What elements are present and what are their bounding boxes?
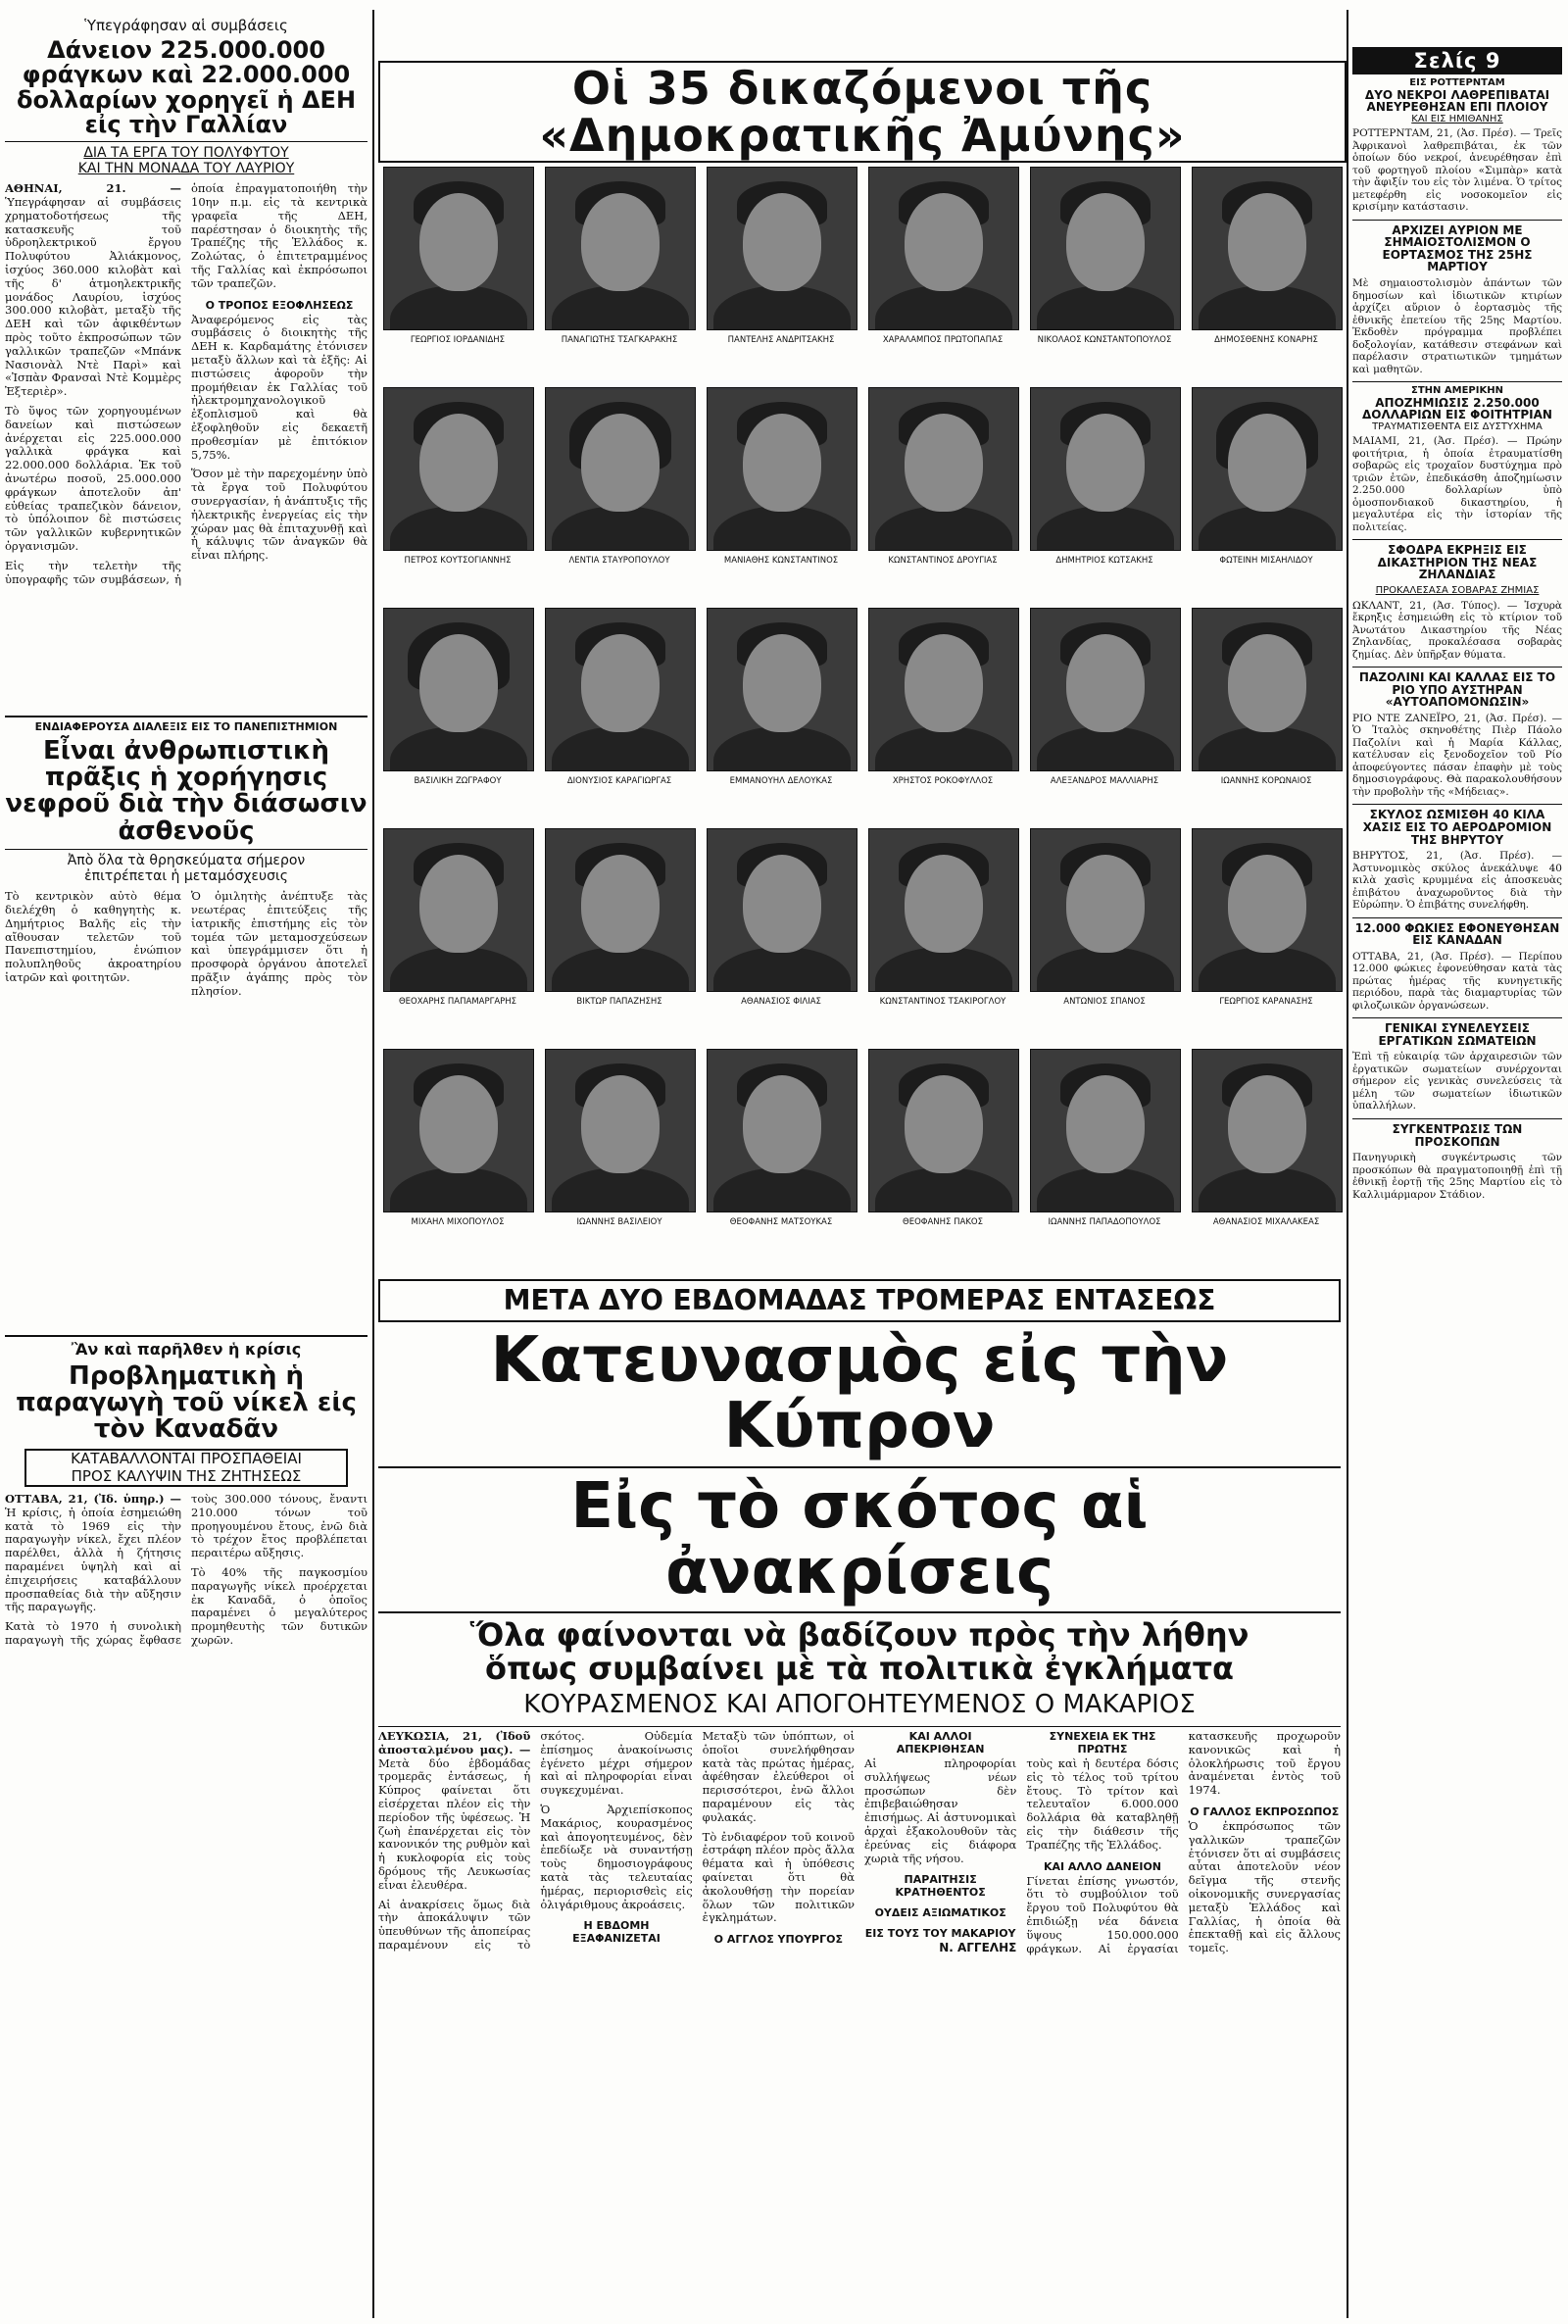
defendant-caption: ΑΝΤΩΝΙΟΣ ΣΠΑΝΟΣ xyxy=(1063,997,1146,1007)
photo-shoulders xyxy=(1199,947,1336,992)
defendant-caption: ΚΩΝΣΤΑΝΤΙΝΟΣ ΔΡΟΥΓΙΑΣ xyxy=(888,556,998,566)
article2-subhead-2: ἐπιτρέπεται ἡ μεταμόσχευσις xyxy=(84,868,288,885)
photo-shoulders xyxy=(552,506,689,551)
photo-shoulders xyxy=(1037,506,1174,551)
defendant-photo xyxy=(1192,167,1343,330)
body-paragraph: Μὲ σημαιοστολισμὸν ἀπάντων τῶν δημοσίων καὶ ἰδιωτικῶν κτιρίων ἀρχίζει αὔριον ὁ ἑορτασμὸς τῆς ἐθνικῆς ἐπετείου τῆς 25ης Μαρτίου. Ἐκδοθὲν πρόγραμμα προβλέπει δοξολογίαν, κατάθεσιν στεφάνων καὶ παρέλασιν στρατιωτικῶν τμημάτων καὶ μαθητῶν. xyxy=(1352,277,1562,375)
section-title: ΚΑΙ ΑΛΛΟΙ ΑΠΕΚΡΙΘΗΣΑΝ xyxy=(896,1730,985,1756)
body-paragraph: Εἰς τὴν τελετὴν τῆς ὑπογραφῆς τῶν συμβάσεων, ἡ ὁποία ἐπραγματοποιήθη τὴν 10ην π.μ. εἰς τὰ κεντρικὰ γραφεῖα τῆς ΔΕΗ, παρέστησαν ὁ διοικητὴς τῆς Τραπέζης τῆς Ἑλλάδος κ. Ζολώτας, ὁ ἐπιτετραμμένος τῆς Γαλλίας καὶ ἐκπρόσωποι τῶν τραπεζῶν. xyxy=(5,181,368,586)
defendant-photo xyxy=(545,167,696,330)
photo-face xyxy=(1066,414,1145,512)
article-subhead-1: ΔΙΑ ΤΑ ΕΡΓΑ ΤΟΥ ΠΟΛΥΦΥΤΟΥ xyxy=(83,145,289,161)
photo-face xyxy=(1066,1075,1145,1173)
photo-face xyxy=(905,855,983,953)
body-paragraph: ΒΗΡΥΤΟΣ, 21, (Ἀσ. Πρέσ). — Ἀστυνομικὸς σκύλος ἀνεκάλυψε 40 κιλὰ χασὶς κρυμμένα εἰς ἀποσκευὰς ἐπιβάτου ἀναχωροῦντος διὰ τὴν Εὐρώπην. Ὁ ἐπιβάτης συνελήφθη. xyxy=(1352,850,1562,912)
body-paragraph: Ὅσον μὲ τὴν παρεχομένην ὑπὸ τὰ ἔργα τοῦ Πολυφύτου συνεργασίαν, ἡ ἀνάπτυξις τῆς ἠλεκτρικῆς ἐνεργείας εἰς τὴν χώραν μας θὰ ἐπιταχυνθῇ καὶ ἡ κάλυψις τῶν ἀναγκῶν θὰ εἶναι πλήρης. xyxy=(191,467,368,563)
body-paragraph: Αἱ πληροφορίαι συλλήψεως νέων προσώπων δὲν ἐπιβεβαιώθησαν ἐπισήμως. Αἱ ἀστυνομικαὶ ἀρχαὶ ἐξακολουθοῦν τὰς ἐρεύνας εἰς διάφορα χωριὰ τῆς νήσου. xyxy=(863,1756,1017,1865)
defendant-photo xyxy=(707,608,858,771)
article-subhead-2: ΚΑΙ ΤΗΝ ΜΟΝΑΔΑ ΤΟΥ ΛΑΥΡΙΟΥ xyxy=(77,161,295,177)
brief-headline: ΑΠΟΖΗΜΙΩΣΙΣ 2.250.000 ΔΟΛΛΑΡΙΩΝ ΕΙΣ ΦΟΙΤΗΤΡΙΑΝ xyxy=(1362,395,1552,422)
article2-subhead-1: Ἀπὸ ὅλα τὰ θρησκεύματα σήμερον xyxy=(67,853,306,869)
photo-face xyxy=(743,855,821,953)
photo-shoulders xyxy=(875,947,1012,992)
section-title: Η ΕΒΔΟΜΗ ΕΞΑΦΑΝΙΖΕΤΑΙ xyxy=(572,1919,661,1946)
photo-face xyxy=(1066,193,1145,291)
body-paragraph: ΜΑΙΑΜΙ, 21, (Ἀσ. Πρέσ). — Πρώην φοιτήτρια, ἡ ὁποία ἐτραυματίσθη σοβαρῶς εἰς τροχαῖον δυστύχημα πρὸ τριῶν ἐτῶν, ἐπεδικάσθη ἀποζημίωσιν 2.250.000 δολλαρίων ὑπὸ ὁμοσπονδιακοῦ δικαστηρίου, ἡ μεγαλυτέρα εἰς τὴν ἱστορίαν τῆς πολιτείας. xyxy=(1352,435,1562,533)
photo-shoulders xyxy=(713,506,851,551)
defendant-photo xyxy=(383,1049,534,1212)
defendant-caption: ΘΕΟΦΑΝΗΣ ΠΑΚΟΣ xyxy=(903,1217,983,1227)
photo-shoulders xyxy=(552,726,689,771)
article3-headline: Προβληματικὴ ἡ παραγωγὴ τοῦ νίκελ εἰς τὸν Καναδᾶν xyxy=(16,1360,357,1445)
photo-face xyxy=(1228,193,1306,291)
cyprus-subhead: Ὅλα φαίνονται νὰ βαδίζουν πρὸς τὴν λήθην ὅπως συμβαίνει μὲ τὰ πολιτικὰ ἐγκλήματα xyxy=(469,1615,1250,1687)
defendant-caption: ΠΕΤΡΟΣ ΚΟΥΤΣΟΓΙΑΝΝΗΣ xyxy=(404,556,512,566)
brief-headline: ΣΥΓΚΕΝΤΡΩΣΙΣ ΤΩΝ ΠΡΟΣΚΟΠΩΝ xyxy=(1392,1121,1523,1149)
photo-shoulders xyxy=(390,947,527,992)
photo-shoulders xyxy=(1199,726,1336,771)
dateline: ΑΘΗΝΑΙ, 21. — xyxy=(5,181,181,196)
page-number-masthead: Σελίς 9 xyxy=(1352,47,1562,74)
defendant-caption: ΙΩΑΝΝΗΣ ΚΟΡΩΝΑΙΟΣ xyxy=(1220,776,1312,786)
brief-headline: ΔΥΟ ΝΕΚΡΟΙ ΛΑΘΡΕΠΙΒΑΤΑΙ ΑΝΕΥΡΕΘΗΣΑΝ ΕΠΙ ΠΛΟΙΟΥ xyxy=(1364,87,1550,115)
defendant-photo xyxy=(545,1049,696,1212)
section-title: ΠΑΡΑΙΤΗΣΙΣ ΚΡΑΤΗΘΕΝΤΟΣ xyxy=(895,1873,986,1900)
brief-headline: ΠΑΖΟΛΙΝΙ ΚΑΙ ΚΑΛΛΑΣ ΕΙΣ ΤΟ ΡΙΟ ΥΠΟ ΑΥΣΤΗΡΑΝ «ΑΥΤΟΑΠΟΜΟΝΩΣΙΝ» xyxy=(1358,670,1556,710)
body-paragraph: Ὁ ἐκπρόσωπος τῶν γαλλικῶν τραπεζῶν ἐτόνισεν ὅτι αἱ συμβάσεις αὗται ἀποτελοῦν νέον δεῖγμα τῆς στενῆς οἰκονομικῆς συνεργασίας μεταξὺ Ἑλλάδος καὶ Γαλλίας, ἡ ὁποία θὰ ἐπεκταθῇ καὶ εἰς ἄλλους τομεῖς. xyxy=(1188,1819,1341,1955)
photo-face xyxy=(1228,634,1306,732)
defendant-caption: ΔΗΜΗΤΡΙΟΣ ΚΩΤΣΑΚΗΣ xyxy=(1055,556,1153,566)
defendant-photo xyxy=(1192,387,1343,551)
photo-face xyxy=(581,414,660,512)
defendants-photo-grid xyxy=(379,167,1342,1269)
body-paragraph: Αἱ ἀνακρίσεις ὅμως διὰ τὴν ἀποκάλυψιν τῶν ὑπευθύνων τῆς ἀποπείρας παραμένουν εἰς τὸ σκότος. Οὐδεμία ἐπίσημος ἀνακοίνωσις ἐγένετο μέχρι σήμερον καὶ αἱ πληροφορίαι εἶναι συγκεχυμέναι. xyxy=(378,1729,693,1952)
dateline: ΟΤΤΑΒΑ, 21, (Ἰδ. ὑπηρ.) — xyxy=(5,1491,181,1506)
section-title: ΚΑΙ ΑΛΛΟ ΔΑΝΕΙΟΝ xyxy=(1043,1859,1162,1873)
photo-face xyxy=(581,1075,660,1173)
cyprus-headline: Κατευνασμὸς εἰς τὴν Κύπρον xyxy=(490,1324,1229,1463)
defendant-caption: ΒΑΣΙΛΙΚΗ ΖΩΓΡΑΦΟΥ xyxy=(414,776,502,786)
photo-face xyxy=(1228,855,1306,953)
photo-shoulders xyxy=(1037,285,1174,330)
left-column xyxy=(5,18,368,2316)
right-column xyxy=(1352,47,1562,2319)
defendant-photo xyxy=(868,608,1019,771)
brief-subhead: ΤΡΑΥΜΑΤΙΣΘΕΝΤΑ ΕΙΣ ΔΥΣΤΥΧΗΜΑ xyxy=(1372,420,1543,432)
defendant-photo xyxy=(383,828,534,992)
trial-headline: Οἱ 35 δικαζόμενοι τῆς «Δημοκρατικῆς Ἀμύνης» xyxy=(539,61,1186,162)
photo-face xyxy=(581,193,660,291)
brief-subhead: ΠΡΟΚΑΛΕΣΑΣΑ ΣΟΒΑΡΑΣ ΖΗΜΙΑΣ xyxy=(1375,585,1540,597)
defendant-photo xyxy=(1192,1049,1343,1212)
photo-face xyxy=(905,414,983,512)
photo-shoulders xyxy=(390,285,527,330)
defendant-photo xyxy=(383,387,534,551)
cyprus-kicker: ΜΕΤΑ ΔΥΟ ΕΒΔΟΜΑΔΑΣ ΤΡΟΜΕΡΑΣ ΕΝΤΑΣΕΩΣ xyxy=(503,1284,1216,1316)
defendant-caption: ΑΘΑΝΑΣΙΟΣ ΦΙΛΙΑΣ xyxy=(741,997,821,1007)
defendant-photo xyxy=(1030,608,1181,771)
photo-face xyxy=(1066,634,1145,732)
brief-headline: ΣΚΥΛΟΣ ΩΣΜΙΣΘΗ 40 ΚΙΛΑ ΧΑΣΙΣ ΕΙΣ ΤΟ ΑΕΡΟΔΡΟΜΙΟΝ ΤΗΣ ΒΗΡΥΤΟΥ xyxy=(1362,808,1552,847)
brief-headline: 12.000 ΦΩΚΙΕΣ ΕΦΟΝΕΥΘΗΣΑΝ ΕΙΣ ΚΑΝΑΔΑΝ xyxy=(1354,920,1560,948)
photo-face xyxy=(1228,1075,1306,1173)
defendant-photo xyxy=(1030,387,1181,551)
photo-face xyxy=(419,634,498,732)
photo-shoulders xyxy=(1037,947,1174,992)
photo-face xyxy=(905,634,983,732)
defendant-caption: ΠΑΝΤΕΛΗΣ ΑΝΔΡΙΤΣΑΚΗΣ xyxy=(727,335,835,345)
body-paragraph: Ὁ Ἀρχιεπίσκοπος Μακάριος, κουρασμένος καὶ ἀπογοητευμένος, δὲν ἐπεδίωξε νὰ συναντήσῃ τοὺς δημοσιογράφους κατὰ τὰς τελευταίας ἡμέρας, περιορισθεὶς εἰς ὀλιγάριθμους ἀκροάσεις. xyxy=(540,1803,693,1911)
body-paragraph: Ἡ κρίσις, ἡ ὁποία ἐσημειώθη κατὰ τὸ 1969 εἰς τὴν παραγωγὴν νίκελ, ἔχει πλέον παρέλθει, ἀλλὰ ἡ ζήτησις παραμένει ὑψηλὴ καὶ αἱ ἐπιχειρήσεις καταβάλλουν προσπαθείας διὰ τὴν αὔξησιν τῆς παραγωγῆς. xyxy=(5,1505,181,1614)
defendant-caption: ΧΡΗΣΤΟΣ ΡΟΚΟΦΥΛΛΟΣ xyxy=(892,776,994,786)
photo-shoulders xyxy=(1199,506,1336,551)
photo-shoulders xyxy=(875,285,1012,330)
article3-subhead-1: ΚΑΤΑΒΑΛΛΟΝΤΑΙ ΠΡΟΣΠΑΘΕΙΑΙ xyxy=(71,1450,302,1468)
article-headline: Δάνειον 225.000.000 φράγκων καὶ 22.000.000 δολλαρίων χορηγεῖ ἡ ΔΕΗ εἰς τὴν Γαλλίαν xyxy=(16,36,357,138)
defendant-photo xyxy=(383,608,534,771)
section-title: Ο ΤΡΟΠΟΣ ΕΞΟΦΛΗΣΕΩΣ xyxy=(205,298,354,312)
defendant-photo xyxy=(868,387,1019,551)
defendant-photo xyxy=(1192,608,1343,771)
body-paragraph: Γίνεται ἐπίσης γνωστόν, ὅτι τὸ συμβούλιον τοῦ ἔργου τοῦ Πολυφύτου θὰ ἐπιδιώξῃ νέα δάνεια ὕψους 150.000.000 φράγκων. Αἱ ἐργασίαι κατασκευῆς προχωροῦν κανονικῶς καὶ ἡ ὁλοκλήρωσις τοῦ ἔργου ἀναμένεται ἐντὸς τοῦ 1974. xyxy=(1026,1729,1341,1955)
defendant-photo xyxy=(545,608,696,771)
defendant-caption: ΠΑΝΑΓΙΩΤΗΣ ΤΣΑΓΚΑΡΑΚΗΣ xyxy=(561,335,678,345)
body-paragraph: Τὸ ἐνδιαφέρον τοῦ κοινοῦ ἐστράφη πλέον πρὸς ἄλλα θέματα καὶ ἡ ὑπόθεσις φαίνεται ὅτι θὰ ἀκολουθήσῃ τὴν πορείαν ὅλων τῶν πολιτικῶν ἐγκλημάτων. xyxy=(702,1829,855,1925)
defendant-caption: ΜΑΝΙΑΘΗΣ ΚΩΝΣΤΑΝΤΙΝΟΣ xyxy=(723,556,839,566)
section-title: ΟΥΔΕΙΣ ΑΞΙΩΜΑΤΙΚΟΣ xyxy=(874,1906,1006,1920)
cyprus-subhead-2: ΚΟΥΡΑΣΜΕΝΟΣ ΚΑΙ ΑΠΟΓΟΗΤΕΥΜΕΝΟΣ Ο ΜΑΚΑΡΙΟΣ xyxy=(523,1690,1196,1720)
defendant-caption: ΔΙΟΝΥΣΙΟΣ ΚΑΡΑΓΙΩΡΓΑΣ xyxy=(566,776,672,786)
body-paragraph: Μετὰ δύο ἑβδομάδας τρομερᾶς ἐντάσεως, ἡ Κύπρος φαίνεται ὅτι εἰσέρχεται πλέον εἰς τὴν περίοδον τῆς ὑφέσεως. Ἡ ζωὴ ἐπανέρχεται εἰς τὸν κανονικόν της ρυθμὸν καὶ ἡ κυκλοφορία εἰς τοὺς δρόμους τῆς Λευκωσίας εἶναι ἐλευθέρα. xyxy=(378,1755,531,1892)
body-paragraph: ΩΚΛΑΝΤ, 21, (Ἀσ. Τύπος). — Ἰσχυρὰ ἔκρηξις ἐσημειώθη εἰς τὸ κτίριον τοῦ Ἀνωτάτου Δικαστηρίου τῆς Νέας Ζηλανδίας, προκαλέσασα σοβαρὰς ζημίας. Δὲν ὑπῆρξαν θύματα. xyxy=(1352,599,1562,661)
photo-shoulders xyxy=(1037,726,1174,771)
defendant-photo xyxy=(383,167,534,330)
photo-face xyxy=(905,193,983,291)
defendant-caption: ΘΕΟΦΑΝΗΣ ΜΑΤΣΟΥΚΑΣ xyxy=(729,1217,833,1227)
defendant-caption: ΦΩΤΕΙΝΗ ΜΙΣΑΗΛΙΔΟΥ xyxy=(1219,556,1313,566)
defendant-caption: ΑΛΕΞΑΝΔΡΟΣ ΜΑΛΛΙΑΡΗΣ xyxy=(1050,776,1159,786)
defendant-photo xyxy=(707,828,858,992)
photo-shoulders xyxy=(713,947,851,992)
brief-kicker: ΕΙΣ ΡΟΤΤΕΡΝΤΑΜ xyxy=(1409,77,1505,88)
section-title: Ο ΓΑΛΛΟΣ ΕΚΠΡΟΣΩΠΟΣ xyxy=(1190,1805,1340,1818)
photo-face xyxy=(1066,855,1145,953)
body-paragraph: Ὁ ὁμιλητὴς ἀνέπτυξε τὰς νεωτέρας ἐπιτεύξεις τῆς ἰατρικῆς ἐπιστήμης εἰς τὸν τομέα τῶν μεταμοσχεύσεων καὶ ὑπεγράμμισεν ὅτι ἡ προσφορὰ ὀργάνου ἀποτελεῖ πρᾶξιν ἀγάπης πρὸς τὸν πλησίον. xyxy=(191,889,368,998)
body-paragraph: Ὑπεγράφησαν αἱ συμβάσεις χρηματοδοτήσεως τῆς κατασκευῆς τοῦ ὑδροηλεκτρικοῦ ἔργου Πολυφύτου Ἀλιάκμονος, ἰσχύος 360.000 κιλοβὰτ καὶ τῆς δ' ἀτμοηλεκτρικῆς μονάδος Λαυρίου, ἰσχύος 300.000 κιλοβὰτ, μεταξὺ τῆς ΔΕΗ καὶ τῶν ἀφικθέντων πρὸς τοῦτο ἐκπροσώπων τῶν γαλλικῶν τραπεζῶν «Μπάνκ Νασιονὰλ Ντὲ Παρὶ» καὶ «Ἰσπὰν Φρανσαὶ Ντὲ Κομμὲρς Ἐξτεριὲρ». xyxy=(5,194,181,399)
photo-shoulders xyxy=(1199,1167,1336,1212)
brief-headline: ΓΕΝΙΚΑΙ ΣΥΝΕΛΕΥΣΕΙΣ ΕΡΓΑΤΙΚΩΝ ΣΩΜΑΤΕΙΩΝ xyxy=(1378,1021,1537,1048)
body-paragraph: Ἐπὶ τῇ εὐκαιρίᾳ τῶν ἀρχαιρεσιῶν τῶν ἐργατικῶν σωματείων συνέρχονται σήμερον εἰς γενικὰς συνελεύσεις τὰ μέλη τῶν σωματείων ἰδιωτικῶν ὑπαλλήλων. xyxy=(1352,1051,1562,1113)
defendant-photo xyxy=(1192,828,1343,992)
body-paragraph: Κατὰ τὸ 1970 ἡ συνολικὴ παραγωγὴ τῆς χώρας ἔφθασε τοὺς 300.000 τόνους, ἔναντι 210.000 τόνων τοῦ προηγουμένου ἔτους, ἐνῶ διὰ τὸ τρέχον ἔτος προβλέπεται περαιτέρω αὔξησις. xyxy=(5,1491,368,1647)
defendant-photo xyxy=(868,828,1019,992)
defendant-photo xyxy=(868,1049,1019,1212)
photo-shoulders xyxy=(552,285,689,330)
article3-kicker: Ἂν καὶ παρῆλθεν ἡ κρίσις xyxy=(71,1340,302,1360)
photo-face xyxy=(743,634,821,732)
defendant-caption: ΝΙΚΟΛΑΟΣ ΚΩΝΣΤΑΝΤΟΠΟΥΛΟΣ xyxy=(1037,335,1172,345)
photo-shoulders xyxy=(875,726,1012,771)
defendant-caption: ΒΙΚΤΩΡ ΠΑΠΑΖΗΣΗΣ xyxy=(576,997,662,1007)
brief-subhead: ΚΑΙ ΕΙΣ ΗΜΙΘΑΝΗΣ xyxy=(1411,113,1503,124)
defendant-caption: ΓΕΩΡΓΙΟΣ ΚΑΡΑΝΑΣΗΣ xyxy=(1219,997,1313,1007)
defendant-caption: ΓΕΩΡΓΙΟΣ ΙΟΡΔΑΝΙΔΗΣ xyxy=(410,335,506,345)
defendant-photo xyxy=(707,167,858,330)
body-paragraph: ΟΤΤΑΒΑ, 21, (Ἀσ. Πρέσ). — Περίπου 12.000 φώκιες ἐφονεύθησαν κατὰ τὰς πρώτας ἡμέρας τῆς κυνηγετικῆς περιόδου, παρὰ τὰς διαμαρτυρίας τῶν φιλοζωικῶν ὀργανώσεων. xyxy=(1352,950,1562,1012)
defendant-caption: ΙΩΑΝΝΗΣ ΠΑΠΑΔΟΠΟΥΛΟΣ xyxy=(1048,1217,1161,1227)
defendant-caption: ΙΩΑΝΝΗΣ ΒΑΣΙΛΕΙΟΥ xyxy=(576,1217,662,1227)
photo-shoulders xyxy=(713,285,851,330)
defendant-photo xyxy=(1030,828,1181,992)
photo-shoulders xyxy=(713,1167,851,1212)
photo-face xyxy=(419,1075,498,1173)
article3-subhead-2: ΠΡΟΣ ΚΑΛΥΨΙΝ ΤΗΣ ΖΗΤΗΣΕΩΣ xyxy=(71,1466,302,1485)
photo-face xyxy=(581,855,660,953)
body-paragraph: τοὺς καὶ ἡ δευτέρα δόσις εἰς τὸ τέλος τοῦ τρίτου ἔτους. Τὸ τρίτον καὶ τελευταῖον 6.000.000 δολλάρια θὰ καταβληθῇ εἰς τὴν διάθεσιν τῆς Τραπέζης τῆς Ἑλλάδος. xyxy=(1026,1756,1179,1852)
body-paragraph: ΡΟΤΤΕΡΝΤΑΜ, 21, (Ἀσ. Πρέσ). — Τρεῖς Ἀφρικανοὶ λαθρεπιβάται, ἐκ τῶν ὁποίων δύο νεκροί, ἀνευρέθησαν ἐπὶ τοῦ φορτηγοῦ πλοίου «Σιμπὰρ» κατὰ τὴν ἄφιξίν του εἰς τὸν λιμένα. Ὁ τρίτος μετεφέρθη εἰς νοσοκομεῖον εἰς κρισίμην κατάστασιν. xyxy=(1352,127,1562,214)
defendant-caption: ΧΑΡΑΛΑΜΠΟΣ ΠΡΩΤΟΠΑΠΑΣ xyxy=(882,335,1004,345)
brief-kicker: ΣΤΗΝ ΑΜΕΡΙΚΗΝ xyxy=(1411,385,1503,397)
photo-shoulders xyxy=(1199,285,1336,330)
photo-shoulders xyxy=(713,726,851,771)
photo-shoulders xyxy=(552,1167,689,1212)
article-kicker: Ὑπεγράφησαν αἱ συμβάσεις xyxy=(84,18,288,34)
body-paragraph: Ἀναφερόμενος εἰς τὰς συμβάσεις ὁ διοικητὴς τῆς ΔΕΗ κ. Καρδαμάτης ἐτόνισεν μεταξὺ ἄλλων καὶ τὰ ἑξῆς: Αἱ πιστώσεις ἀφοροῦν τὴν προμήθειαν ἐκ Γαλλίας τοῦ ἠλεκτρομηχανολογικοῦ ἐξοπλισμοῦ καὶ θὰ ἐξοφληθοῦν εἰς δεκαετῆ προθεσμίαν μὲ ἐπιτόκιον 5,75%. xyxy=(191,312,368,462)
defendant-caption: ΘΕΟΧΑΡΗΣ ΠΑΠΑΜΑΡΓΑΡΗΣ xyxy=(398,997,517,1007)
defendant-photo xyxy=(1030,1049,1181,1212)
photo-face xyxy=(419,193,498,291)
photo-shoulders xyxy=(390,726,527,771)
continuation-title: ΣΥΝΕΧΕΙΑ ΕΚ ΤΗΣ ΠΡΩΤΗΣ xyxy=(1049,1730,1156,1756)
photo-face xyxy=(1228,414,1306,512)
defendant-caption: ΜΙΧΑΗΛ ΜΙΧΟΠΟΥΛΟΣ xyxy=(411,1217,505,1227)
defendant-photo xyxy=(868,167,1019,330)
body-paragraph: Τὸ κεντρικὸν αὐτὸ θέμα διελέχθη ὁ καθηγητὴς κ. Δημήτριος Βαλῆς εἰς τὴν αἴθουσαν τελετῶν τοῦ Πανεπιστημίου, ἐνώπιον πολυπληθοῦς ἀκροατηρίου ἰατρῶν καὶ φοιτητῶν. xyxy=(5,889,181,984)
defendant-photo xyxy=(1030,167,1181,330)
photo-face xyxy=(743,1075,821,1173)
photo-face xyxy=(419,414,498,512)
brief-headline: ΣΦΟΔΡΑ ΕΚΡΗΞΙΣ ΕΙΣ ΔΙΚΑΣΤΗΡΙΟΝ ΤΗΣ ΝΕΑΣ ΖΗΛΑΝΔΙΑΣ xyxy=(1377,543,1538,582)
photo-shoulders xyxy=(390,1167,527,1212)
signature: Ν. ΑΓΓΕΛΗΣ xyxy=(939,1941,1017,1955)
body-paragraph: Πανηγυρικὴ συγκέντρωσις τῶν προσκόπων θὰ πραγματοποιηθῇ ἐπὶ τῇ ἐθνικῇ ἑορτῇ τῆς 25ης Μαρτίου εἰς τὸ Καλλιμάρμαρον Στάδιον. xyxy=(1352,1152,1562,1201)
defendant-photo xyxy=(707,1049,858,1212)
defendant-photo xyxy=(545,828,696,992)
defendant-caption: ΔΗΜΟΣΘΕΝΗΣ ΚΟΝΑΡΗΣ xyxy=(1214,335,1318,345)
photo-shoulders xyxy=(1037,1167,1174,1212)
section-title: ΕΙΣ ΤΟΥΣ ΤΟΥ ΜΑΚΑΡΙΟΥ xyxy=(864,1927,1016,1941)
defendant-caption: ΑΘΑΝΑΣΙΟΣ ΜΙΧΑΛΑΚΕΑΣ xyxy=(1212,1217,1320,1227)
brief-headline: ΑΡΧΙΖΕΙ ΑΥΡΙΟΝ ΜΕ ΣΗΜΑΙΟΣΤΟΛΙΣΜΟΝ Ο ΕΟΡΤΑΣΜΟΣ ΤΗΣ 25ΗΣ ΜΑΡΤΙΟΥ xyxy=(1382,223,1533,274)
defendant-caption: ΛΕΝΤΙΑ ΣΤΑΥΡΟΠΟΥΛΟΥ xyxy=(568,556,670,566)
section-title: Ο ΑΓΓΛΟΣ ΥΠΟΥΡΓΟΣ xyxy=(713,1933,843,1947)
cyprus-headline-2: Εἰς τὸ σκότος αἱ ἀνακρίσεις xyxy=(570,1469,1149,1608)
defendant-caption: ΚΩΝΣΤΑΝΤΙΝΟΣ ΤΣΑΚΙΡΟΓΛΟΥ xyxy=(879,997,1006,1007)
dateline: ΛΕΥΚΩΣΙΑ, 21, (Ἰδοῦ ἀποσταλμένου μας). — xyxy=(378,1729,531,1756)
defendant-photo xyxy=(707,387,858,551)
article2-kicker: ΕΝΔΙΑΦΕΡΟΥΣΑ ΔΙΑΛΕΞΙΣ ΕΙΣ ΤΟ ΠΑΝΕΠΙΣΤΗΜΙΟΝ xyxy=(34,720,338,734)
body-paragraph: Μεταξὺ τῶν ὑπόπτων, οἱ ὁποῖοι συνελήφθησαν κατὰ τὰς πρώτας ἡμέρας, ἀφέθησαν ἐλεύθεροι οἱ περισσότεροι, ἐνῶ ἄλλοι παραμένουν εἰς τὰς φυλακάς. xyxy=(702,1729,855,1824)
article2-headline: Εἶναι ἀνθρωπιστικὴ πρᾶξις ἡ χορήγησις νεφροῦ διὰ τὴν διάσωσιν ἀσθενοῦς xyxy=(5,735,368,846)
photo-shoulders xyxy=(875,506,1012,551)
photo-face xyxy=(581,634,660,732)
photo-face xyxy=(743,193,821,291)
body-paragraph: Τὸ 40% τῆς παγκοσμίου παραγωγῆς νίκελ προέρχεται ἐκ Καναδᾶ, ὁ ὁποῖος παραμένει ὁ μεγαλύτερος προμηθευτὴς τῶν δυτικῶν χωρῶν. xyxy=(191,1564,368,1647)
photo-shoulders xyxy=(552,947,689,992)
trial-headline-box xyxy=(378,61,1347,163)
cyprus-article xyxy=(378,1279,1341,2318)
body-paragraph: ΡΙΟ ΝΤΕ ΖΑΝΕΪΡΟ, 21, (Ἀσ. Πρέσ). — Ὁ Ἰταλὸς σκηνοθέτης Πιὲρ Πάολο Παζολίνι καὶ ἡ Μαρία Κάλλας, κατέλυσαν εἰς ξενοδοχεῖον τοῦ Ρίο ἀποφεύγοντες πάσαν ἐπαφὴν μὲ τοὺς δημοσιογράφους. Θὰ παρακολουθήσουν τὴν προβολὴν τῆς «Μήδειας». xyxy=(1352,712,1562,798)
defendant-caption: ΕΜΜΑΝΟΥΗΛ ΔΕΛΟΥΚΑΣ xyxy=(729,776,833,786)
photo-shoulders xyxy=(875,1167,1012,1212)
defendant-photo xyxy=(545,387,696,551)
photo-face xyxy=(419,855,498,953)
body-paragraph: Τὸ ὕψος τῶν χορηγουμένων δανείων καὶ πιστώσεων ἀνέρχεται εἰς 225.000.000 γαλλικὰ φράγκα καὶ 22.000.000 δολλάρια. Ἐκ τοῦ ἀνωτέρω ποσοῦ, 25.000.000 φράγκων ἀποτελοῦν ἀπ' εὐθείας τραπεζικὸν δάνειον, τὸ ὑπόλοιπον δὲ πιστώσεις τῶν γαλλικῶν κυβερνητικῶν ὀργανισμῶν. xyxy=(5,403,181,553)
photo-face xyxy=(743,414,821,512)
photo-face xyxy=(905,1075,983,1173)
photo-shoulders xyxy=(390,506,527,551)
